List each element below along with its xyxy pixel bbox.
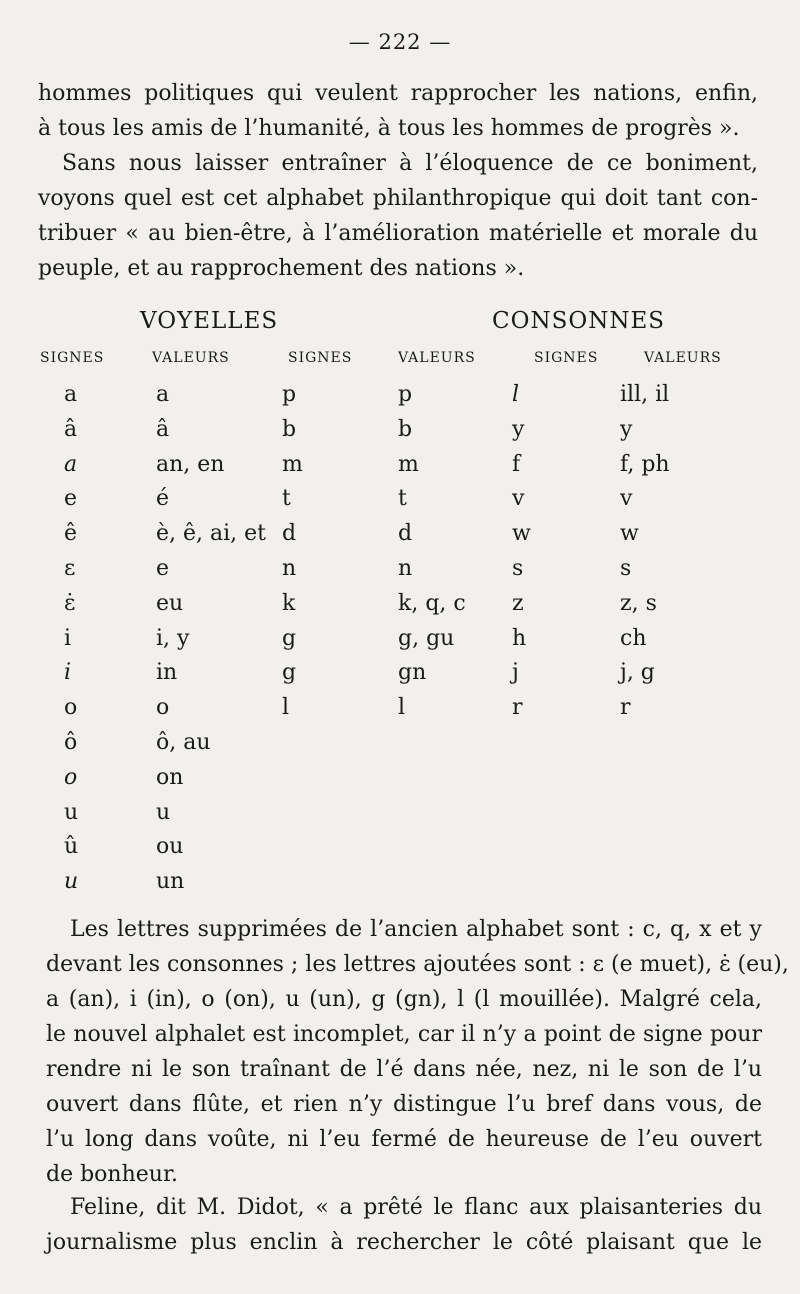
table-row <box>0 800 800 835</box>
table-cell: o <box>156 695 170 721</box>
column-header: SIGNES <box>40 350 105 366</box>
table-cell: p <box>398 382 413 407</box>
table-cell: l <box>282 695 290 721</box>
table-cell: y <box>512 416 525 442</box>
table-cell: i <box>64 625 72 651</box>
section-title-consonnes: CONSONNES <box>492 308 665 334</box>
text-line: de bonheur. <box>46 1162 179 1187</box>
table-cell: u <box>64 869 79 895</box>
table-cell: a <box>156 382 170 407</box>
table-cell: o <box>64 764 78 790</box>
table-cell: é <box>156 486 170 512</box>
alphabet-table <box>0 382 800 904</box>
text-line: peuple, et au rapprochement des nations ». <box>38 256 525 281</box>
table-cell: w <box>620 521 639 547</box>
table-cell: un <box>156 869 185 895</box>
table-cell: d <box>282 521 297 547</box>
table-cell: s <box>620 555 632 581</box>
paragraph-letters <box>46 912 789 1192</box>
table-cell: a <box>64 451 78 477</box>
table-cell: j <box>512 660 519 686</box>
table-cell: ô <box>64 729 78 755</box>
table-cell: ô, au <box>156 729 211 755</box>
table-cell: t <box>398 486 407 512</box>
table-row <box>0 765 800 800</box>
table-cell: g <box>282 625 297 651</box>
table-cell: a <box>64 382 78 407</box>
table-cell: m <box>282 451 303 477</box>
table-cell: ou <box>156 834 184 860</box>
text-line: devant les consonnes ; les lettres ajoutées sont : ε (e muet), ε̇ (eu), <box>46 952 789 977</box>
table-row <box>0 626 800 661</box>
table-cell: h <box>512 625 527 651</box>
table-cell: ε̇ <box>64 590 76 616</box>
table-cell: j, g <box>620 660 655 686</box>
paragraph-feline <box>46 1190 762 1260</box>
table-cell: k <box>282 590 296 616</box>
table-cell: eu <box>156 590 184 616</box>
table-row <box>0 591 800 626</box>
table-row <box>0 521 800 556</box>
table-row <box>0 382 800 417</box>
text-line: à tous les amis de l’humanité, à tous les hommes de progrès ». <box>38 116 740 141</box>
table-cell: ε <box>64 555 76 581</box>
text-line: Sans nous laisser entraîner à l’éloquence de ce boniment, <box>62 151 758 176</box>
text-line: a (an), i (in), o (on), u (un), g (gn), l (l mouillée). Malgré cela, <box>46 987 762 1012</box>
table-cell: û <box>64 834 79 860</box>
table-row <box>0 556 800 591</box>
column-header: VALEURS <box>398 350 476 366</box>
table-cell: an, en <box>156 451 225 477</box>
table-cell: k, q, c <box>398 590 466 616</box>
table-row <box>0 869 800 904</box>
table-cell: z <box>512 590 524 616</box>
table-cell: l <box>398 695 406 721</box>
section-title-voyelles: VOYELLES <box>140 308 279 334</box>
table-row <box>0 695 800 730</box>
table-cell: v <box>512 486 525 512</box>
text-line: ouvert dans flûte, et rien n’y distingue l’u bref dans vous, de <box>46 1092 762 1117</box>
table-cell: m <box>398 451 419 477</box>
table-cell: n <box>282 555 297 581</box>
table-row <box>0 730 800 765</box>
table-cell: r <box>620 695 631 721</box>
table-cell: ill, il <box>620 382 670 407</box>
table-cell: in <box>156 660 178 686</box>
table-cell: w <box>512 521 531 547</box>
text-line: le nouvel alphalet est incomplet, car il n’y a point de signe pour <box>46 1022 762 1047</box>
table-cell: f, ph <box>620 451 670 477</box>
table-cell: f <box>512 451 521 477</box>
table-cell: o <box>64 695 78 721</box>
table-cell: y <box>620 416 633 442</box>
page-number: — 222 — <box>348 30 452 54</box>
text-line: l’u long dans voûte, ni l’eu fermé de heureuse de l’eu ouvert <box>46 1127 762 1152</box>
table-cell: on <box>156 764 184 790</box>
table-cell: â <box>64 416 78 442</box>
text-line: rendre ni le son traînant de l’é dans née, nez, ni le son de l’u <box>46 1057 762 1082</box>
table-cell: i, y <box>156 625 190 651</box>
table-row <box>0 417 800 452</box>
table-cell: t <box>282 486 291 512</box>
table-cell: b <box>398 416 413 442</box>
table-cell: s <box>512 555 524 581</box>
table-row <box>0 452 800 487</box>
table-cell: v <box>620 486 633 512</box>
table-cell: n <box>398 555 413 581</box>
text-line: Feline, dit M. Didot, « a prêté le flanc aux plaisanteries du <box>70 1195 762 1220</box>
text-line: Les lettres supprimées de l’ancien alphabet sont : c, q, x et y <box>70 917 762 942</box>
text-line: journalisme plus enclin à rechercher le côté plaisant que le <box>46 1230 762 1255</box>
table-row <box>0 834 800 869</box>
table-row <box>0 660 800 695</box>
table-cell: r <box>512 695 523 721</box>
table-cell: z, s <box>620 590 657 616</box>
table-cell: è, ê, ai, et <box>156 521 267 547</box>
column-header: VALEURS <box>644 350 722 366</box>
table-cell: u <box>64 799 79 825</box>
table-cell: i <box>64 660 72 686</box>
table-cell: ch <box>620 625 647 651</box>
paragraph-intro <box>38 76 758 286</box>
table-cell: u <box>156 799 171 825</box>
table-cell: ê <box>64 521 78 547</box>
table-cell: gn <box>398 660 427 686</box>
table-cell: p <box>282 382 297 407</box>
column-header: SIGNES <box>288 350 353 366</box>
column-header: VALEURS <box>152 350 230 366</box>
text-line: hommes politiques qui veulent rapprocher les nations, enfin, <box>38 81 758 106</box>
table-row <box>0 486 800 521</box>
table-cell: â <box>156 416 170 442</box>
column-header: SIGNES <box>534 350 599 366</box>
table-cell: d <box>398 521 413 547</box>
table-cell: g <box>282 660 297 686</box>
table-cell: e <box>156 555 170 581</box>
text-line: voyons quel est cet alphabet philanthropique qui doit tant con- <box>38 186 758 211</box>
table-cell: e <box>64 486 78 512</box>
text-line: tribuer « au bien-être, à l’amélioration matérielle et morale du <box>38 221 758 246</box>
table-cell: g, gu <box>398 625 455 651</box>
table-cell: l <box>512 382 520 407</box>
table-cell: b <box>282 416 297 442</box>
